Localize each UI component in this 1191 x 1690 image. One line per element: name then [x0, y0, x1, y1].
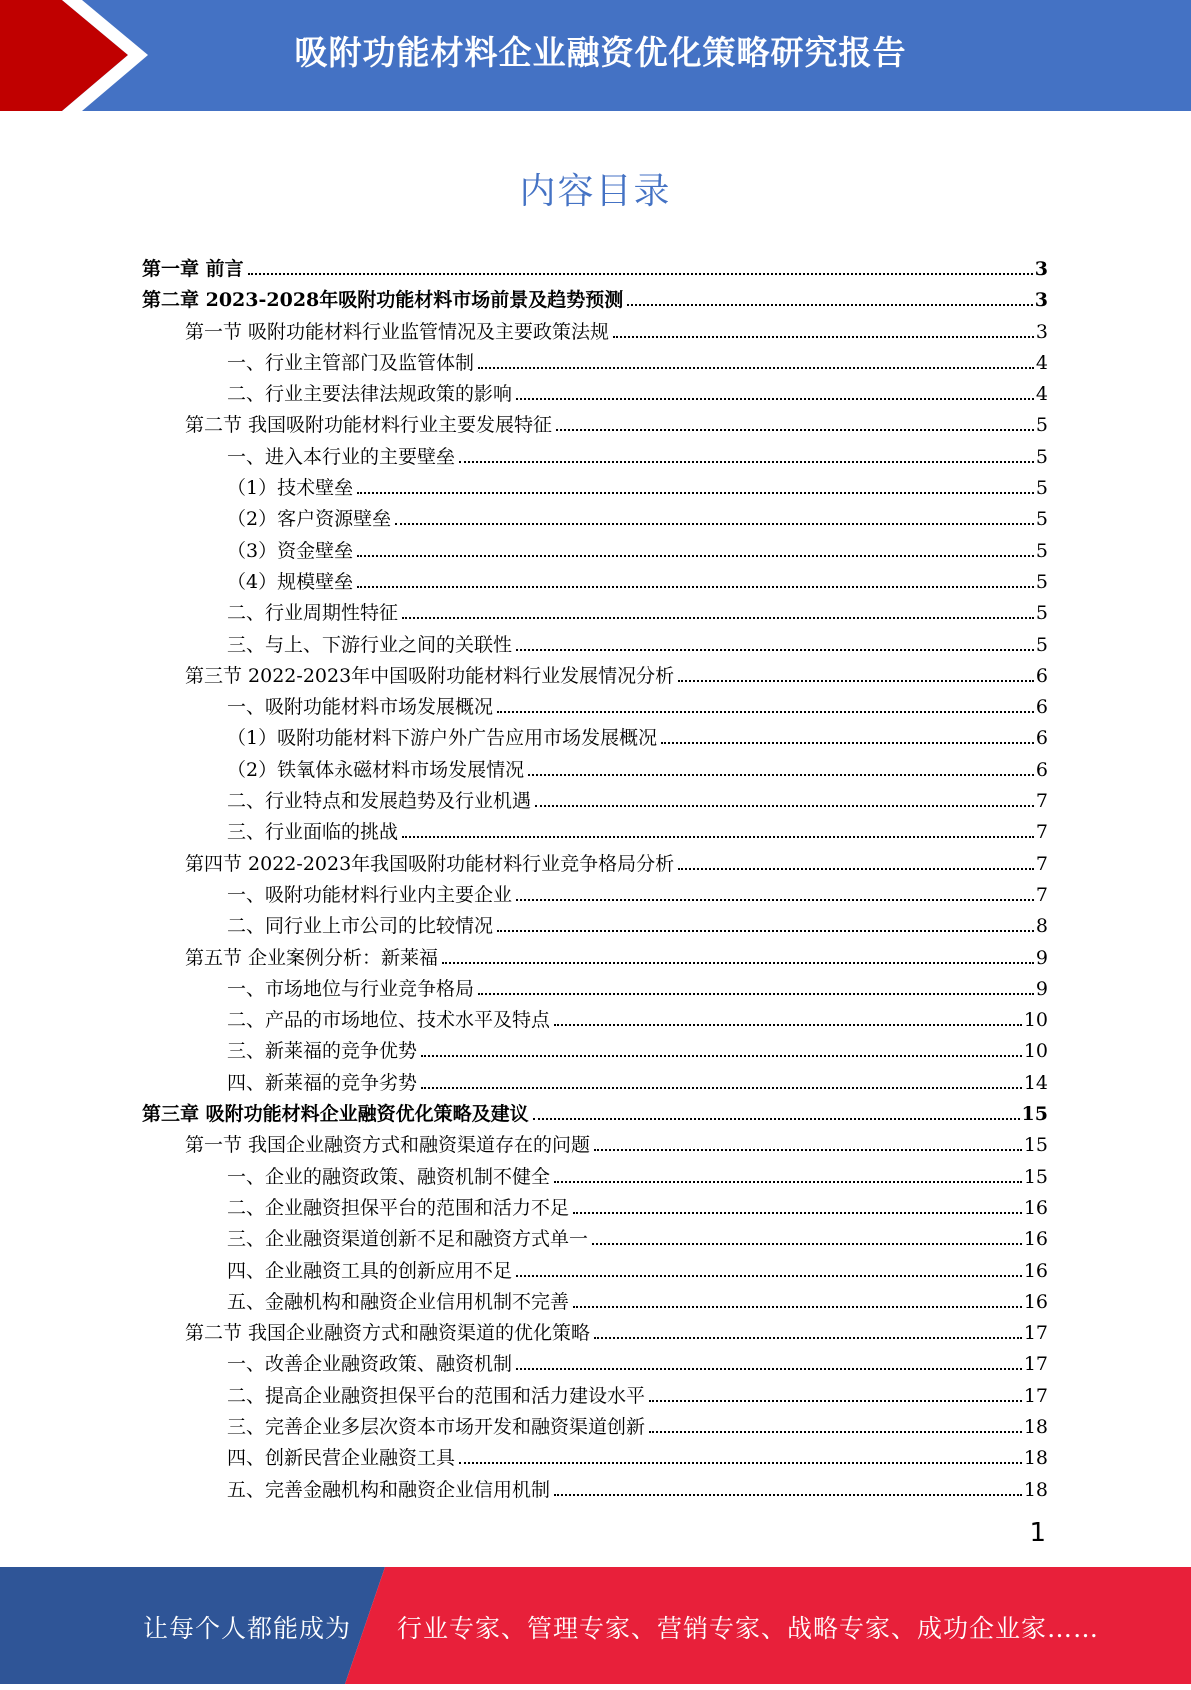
toc-entry[interactable] — [142, 786, 1048, 817]
toc-entry-label: 第三节 2022-2023年中国吸附功能材料行业发展情况分析 — [185, 664, 675, 687]
toc-entry-page: 5 — [1035, 445, 1048, 468]
toc-entry-label: （1）吸附功能材料下游户外广告应用市场发展概况 — [227, 727, 658, 750]
toc-entry[interactable] — [142, 1381, 1048, 1412]
toc-entry-label: 二、企业融资担保平台的范围和活力不足 — [227, 1196, 570, 1219]
toc-dot-leader — [594, 1336, 1022, 1339]
toc-entry-page: 18 — [1023, 1415, 1048, 1438]
header-title: 吸附功能材料企业融资优化策略研究报告 — [294, 33, 907, 72]
toc-entry[interactable] — [142, 1349, 1048, 1380]
toc-entry-page: 16 — [1023, 1290, 1048, 1313]
toc-entry-label: 二、同行业上市公司的比较情况 — [227, 915, 494, 938]
toc-entry[interactable] — [142, 943, 1048, 974]
toc-dot-leader — [478, 366, 1034, 369]
page-footer — [0, 1567, 1191, 1684]
toc-entry[interactable] — [142, 1475, 1048, 1506]
toc-dot-leader — [649, 1430, 1022, 1433]
toc-entry[interactable] — [142, 1005, 1048, 1036]
toc-dot-leader — [554, 1180, 1022, 1183]
toc-entry-label: 第一节 我国企业融资方式和融资渠道存在的问题 — [185, 1134, 591, 1157]
toc-entry-label: 四、企业融资工具的创新应用不足 — [227, 1259, 513, 1282]
toc-dot-leader — [592, 1242, 1022, 1245]
toc-entry-page: 9 — [1035, 946, 1048, 969]
toc-entry-page: 5 — [1035, 539, 1048, 562]
toc-dot-leader — [554, 1023, 1022, 1026]
toc-entry[interactable] — [142, 911, 1048, 942]
toc-entry-label: 一、吸附功能材料市场发展概况 — [227, 696, 494, 719]
toc-entry[interactable] — [142, 1193, 1048, 1224]
toc-entry-label: 一、改善企业融资政策、融资机制 — [227, 1353, 513, 1376]
toc-entry-label: 四、新莱福的竞争劣势 — [227, 1071, 418, 1094]
toc-entry[interactable] — [142, 285, 1048, 316]
toc-entry-page: 6 — [1035, 727, 1048, 750]
toc-dot-leader — [248, 272, 1033, 275]
toc-entry-page: 15 — [1021, 1103, 1048, 1126]
toc-entry-label: 二、行业主要法律法规政策的影响 — [227, 383, 513, 406]
toc-entry-page: 5 — [1035, 602, 1048, 625]
toc-entry[interactable] — [142, 1318, 1048, 1349]
toc-entry-label: 三、与上、下游行业之间的关联性 — [227, 633, 513, 656]
toc-entry-page: 3 — [1034, 258, 1048, 280]
toc-entry-page: 3 — [1034, 289, 1048, 312]
toc-dot-leader — [573, 1305, 1022, 1308]
toc-entry[interactable] — [142, 504, 1048, 535]
toc-dot-leader — [357, 491, 1034, 494]
toc-dot-leader — [661, 741, 1034, 744]
toc-entry[interactable] — [142, 1443, 1048, 1474]
toc-entry-label: 二、提高企业融资担保平台的范围和活力建设水平 — [227, 1384, 646, 1407]
toc-entry-page: 15 — [1023, 1134, 1048, 1157]
toc-entry-page: 17 — [1023, 1353, 1048, 1376]
toc-entry[interactable] — [142, 849, 1048, 880]
toc-entry-label: 第二章 2023-2028年吸附功能材料市场前景及趋势预测 — [142, 289, 624, 312]
toc-dot-leader — [478, 992, 1034, 995]
toc-entry-label: 一、进入本行业的主要壁垒 — [227, 445, 456, 468]
toc-dot-leader — [516, 1367, 1022, 1370]
toc-entry[interactable] — [142, 379, 1048, 410]
toc-dot-leader — [554, 1493, 1022, 1496]
toc-dot-leader — [395, 522, 1034, 525]
toc-dot-leader — [459, 1461, 1022, 1464]
toc-entry[interactable] — [142, 1287, 1048, 1318]
toc-entry[interactable] — [142, 410, 1048, 441]
toc-dot-leader — [421, 1054, 1022, 1057]
toc-entry-label: （4）规模壁垒 — [227, 570, 354, 593]
toc-entry-page: 5 — [1035, 633, 1048, 656]
toc-entry-page: 5 — [1035, 477, 1048, 500]
toc-entry-page: 5 — [1035, 570, 1048, 593]
toc-dot-leader — [556, 428, 1034, 431]
toc-entry-label: （1）技术壁垒 — [227, 477, 354, 500]
toc-entry-page: 3 — [1035, 320, 1048, 343]
toc-dot-leader — [528, 773, 1034, 776]
toc-entry-page: 18 — [1023, 1478, 1048, 1501]
toc-entry-page: 7 — [1035, 821, 1048, 844]
toc-dot-leader — [402, 616, 1034, 619]
toc-dot-leader — [613, 335, 1034, 338]
toc-entry[interactable] — [142, 1099, 1048, 1130]
toc-entry[interactable] — [142, 630, 1048, 661]
toc-entry[interactable] — [142, 974, 1048, 1005]
toc-entry-label: 第一章 前言 — [142, 258, 244, 280]
toc-entry-page: 7 — [1035, 883, 1048, 906]
toc-entry-page: 5 — [1035, 508, 1048, 531]
toc-dot-leader — [357, 585, 1034, 588]
toc-entry[interactable] — [142, 1412, 1048, 1443]
toc-entry[interactable] — [142, 661, 1048, 692]
toc-entry-page: 10 — [1023, 1009, 1048, 1032]
toc-entry-label: 第二节 我国吸附功能材料行业主要发展特征 — [185, 414, 553, 437]
toc-dot-leader — [497, 929, 1034, 932]
toc-entry-label: 二、产品的市场地位、技术水平及特点 — [227, 1009, 551, 1032]
toc-entry[interactable] — [142, 473, 1048, 504]
toc-entry-page: 6 — [1035, 758, 1048, 781]
toc-entry-page: 4 — [1035, 383, 1048, 406]
toc-entry-page: 16 — [1023, 1196, 1048, 1219]
toc-entry-page: 4 — [1035, 351, 1048, 374]
toc-entry-label: 五、完善金融机构和融资企业信用机制 — [227, 1478, 551, 1501]
toc-dot-leader — [516, 898, 1034, 901]
toc-dot-leader — [573, 1211, 1022, 1214]
toc-entry-label: 一、市场地位与行业竞争格局 — [227, 977, 475, 1000]
toc-entry[interactable] — [142, 723, 1048, 754]
toc-entry[interactable] — [142, 1036, 1048, 1067]
toc-dot-leader — [516, 397, 1034, 400]
toc-entry-page: 7 — [1035, 852, 1048, 875]
toc-entry[interactable] — [142, 1256, 1048, 1287]
toc-entry[interactable] — [142, 880, 1048, 911]
toc-entry-label: 第五节 企业案例分析：新莱福 — [185, 946, 439, 969]
toc-entry-label: 四、创新民营企业融资工具 — [227, 1447, 456, 1470]
toc-entry-label: 第二节 我国企业融资方式和融资渠道的优化策略 — [185, 1322, 591, 1345]
toc-dot-leader — [402, 835, 1034, 838]
toc-entry[interactable] — [142, 755, 1048, 786]
toc-entry[interactable] — [142, 1162, 1048, 1193]
toc-dot-leader — [421, 1086, 1022, 1089]
toc-dot-leader — [516, 648, 1034, 651]
toc-entry-page: 17 — [1023, 1322, 1048, 1345]
toc-entry-page: 16 — [1023, 1259, 1048, 1282]
toc-dot-leader — [357, 554, 1034, 557]
toc-heading: 内容目录 — [519, 171, 672, 212]
footer-slogan-right: 行业专家、管理专家、营销专家、战略专家、成功企业家…… — [397, 1614, 1100, 1643]
toc-dot-leader — [678, 679, 1034, 682]
toc-entry-page: 17 — [1023, 1384, 1048, 1407]
toc-entry-page: 6 — [1035, 696, 1048, 719]
toc-entry-label: 第一节 吸附功能材料行业监管情况及主要政策法规 — [185, 320, 610, 343]
toc-entry[interactable] — [142, 442, 1048, 473]
toc-dot-leader — [497, 710, 1034, 713]
page-number: 1 — [1029, 1518, 1046, 1548]
toc-dot-leader — [627, 303, 1033, 306]
toc-entry-label: 三、完善企业多层次资本市场开发和融资渠道创新 — [227, 1415, 646, 1438]
toc-entry[interactable] — [142, 817, 1048, 848]
toc-entry-page: 8 — [1035, 915, 1048, 938]
toc-dot-leader — [459, 460, 1034, 463]
toc-dot-leader — [442, 961, 1034, 964]
toc-entry-label: 二、行业周期性特征 — [227, 602, 399, 625]
toc-entry[interactable] — [142, 1068, 1048, 1099]
toc-entry[interactable] — [142, 1224, 1048, 1255]
toc-entry-page: 16 — [1023, 1228, 1048, 1251]
toc-dot-leader — [649, 1399, 1022, 1402]
toc-dot-leader — [533, 1117, 1020, 1120]
toc-entry-label: 第四节 2022-2023年我国吸附功能材料行业竞争格局分析 — [185, 852, 675, 875]
toc-entry[interactable] — [142, 317, 1048, 348]
toc-entry[interactable] — [142, 692, 1048, 723]
toc-entry-page: 10 — [1023, 1040, 1048, 1063]
table-of-contents — [142, 254, 1048, 1506]
toc-entry-label: 第三章 吸附功能材料企业融资优化策略及建议 — [142, 1103, 529, 1126]
toc-entry-label: 一、行业主管部门及监管体制 — [227, 351, 475, 374]
toc-entry-page: 5 — [1035, 414, 1048, 437]
toc-entry-page: 9 — [1035, 977, 1048, 1000]
toc-dot-leader — [678, 867, 1034, 870]
toc-entry[interactable] — [142, 348, 1048, 379]
toc-entry-label: （2）铁氧体永磁材料市场发展情况 — [227, 758, 525, 781]
toc-entry-label: （3）资金壁垒 — [227, 539, 354, 562]
toc-entry-label: 一、吸附功能材料行业内主要企业 — [227, 883, 513, 906]
footer-slogan-left: 让每个人都能成为 — [143, 1614, 352, 1643]
toc-entry[interactable] — [142, 254, 1048, 285]
toc-entry-label: 三、行业面临的挑战 — [227, 821, 399, 844]
toc-entry-label: 三、企业融资渠道创新不足和融资方式单一 — [227, 1228, 589, 1251]
toc-entry-page: 7 — [1035, 790, 1048, 813]
toc-entry-label: 二、行业特点和发展趋势及行业机遇 — [227, 790, 532, 813]
toc-entry-page: 18 — [1023, 1447, 1048, 1470]
toc-entry-label: 一、企业的融资政策、融资机制不健全 — [227, 1165, 551, 1188]
toc-dot-leader — [594, 1148, 1022, 1151]
page-header — [0, 0, 1191, 111]
toc-entry-label: 三、新莱福的竞争优势 — [227, 1040, 418, 1063]
toc-entry-label: 五、金融机构和融资企业信用机制不完善 — [227, 1290, 570, 1313]
toc-entry[interactable] — [142, 1130, 1048, 1161]
toc-entry[interactable] — [142, 598, 1048, 629]
toc-entry[interactable] — [142, 567, 1048, 598]
toc-dot-leader — [535, 804, 1034, 807]
toc-dot-leader — [516, 1274, 1022, 1277]
toc-entry-page: 6 — [1035, 664, 1048, 687]
toc-entry-page: 15 — [1023, 1165, 1048, 1188]
toc-entry-page: 14 — [1023, 1071, 1048, 1094]
toc-entry-label: （2）客户资源壁垒 — [227, 508, 392, 531]
toc-entry[interactable] — [142, 536, 1048, 567]
